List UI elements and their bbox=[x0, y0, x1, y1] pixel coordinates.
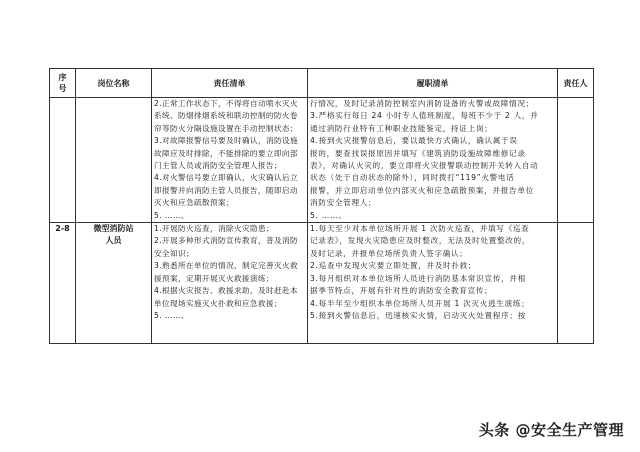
table-header-row bbox=[50, 69, 594, 98]
position-name: 微型消防站 人员 bbox=[76, 223, 152, 344]
cell-line: 安全知识； bbox=[154, 248, 194, 258]
cell-line: 2.正常工作状态下，不得将自动喷水灭火 bbox=[154, 99, 298, 108]
cell-line: 5.接到火警信息后，迅速核实火情，启动灭火处置程序；按 bbox=[310, 310, 526, 320]
cell-line: 援预案，定期开展灭火救援演练； bbox=[154, 273, 274, 283]
cell-line: 系统、防烟排烟系统和联动控制的防火卷 bbox=[154, 111, 298, 121]
cell-line: 3.熟悉所在单位的情况，制定完善灭火救 bbox=[154, 261, 298, 271]
cell-line: 4.根据火灾报告、救援求助，及时赶赴本 bbox=[154, 286, 298, 296]
header-no-text: 序 号 bbox=[58, 73, 67, 93]
cell-line: 及时记录，并报单位场所负责人签字确认； bbox=[310, 248, 468, 258]
cell-line: 表》，对确认火灾的，要立即将火灾报警联动控制开关转入自动 bbox=[310, 161, 539, 171]
cell-line: 消防安全管理人； bbox=[310, 198, 377, 208]
header-position: 岗位名称 bbox=[76, 69, 152, 98]
cell-line: 2.巡查中发现火灾要立即处置，并及时扑救； bbox=[310, 261, 477, 271]
header-no bbox=[50, 69, 76, 98]
cell-line: 4.每半年至少组织本单位场所人员开展 1 次灭火逃生演练； bbox=[310, 298, 530, 308]
cell-line: 4.接到火灾报警信息后，要以最快方式确认，确认属于误 bbox=[310, 136, 518, 146]
cell-line: 3.每月组织对本单位场所人员进行消防基本常识宣传，并根 bbox=[310, 273, 526, 283]
cell-line: 据季节特点，开展有针对性的消防安全教育宣传； bbox=[310, 286, 493, 296]
cell-line: 行情况，及时记录消防控制室内消防设备的火警或故障情况； bbox=[310, 99, 534, 108]
cell-line: 3.对故障报警信号要及时确认，消防设施 bbox=[154, 136, 298, 146]
performance-list bbox=[308, 223, 558, 344]
responsibility-list bbox=[152, 98, 308, 223]
cell-line: 1.开展防火巡查，消除火灾隐患； bbox=[154, 224, 274, 234]
table-row bbox=[50, 98, 594, 223]
duty-table bbox=[49, 68, 594, 344]
table-row bbox=[50, 223, 594, 344]
cell-line: 5. ……。 bbox=[310, 210, 347, 220]
cell-line: 帘等防火分隔设施设置在手动控制状态； bbox=[154, 123, 298, 133]
cell-line: 报的，要查找误报原因并填写《建筑消防设施故障维修记录 bbox=[310, 148, 526, 158]
header-responsibilities: 责任清单 bbox=[152, 69, 308, 98]
cell-line: 记录表》，发现火灾隐患应及时整改，无法及时处置整改的， bbox=[310, 236, 531, 246]
cell-line: 状态（处于自动状态的除外），同时拨打“119”火警电话 bbox=[310, 173, 515, 183]
responsible-person-cell bbox=[558, 98, 594, 223]
position-name bbox=[76, 98, 152, 223]
row-number: 2-8 bbox=[50, 223, 76, 344]
cell-line: 3.严格实行每日 24 小时专人值班制度，每班不少于 2 人，并 bbox=[310, 111, 539, 121]
cell-line: 1.每天至少对本单位场所开展 1 次防火巡查，并填写《巡查 bbox=[310, 224, 530, 234]
cell-line: 报警，并立即启动单位内部灭火和应急疏散预案，并报告单位 bbox=[310, 185, 534, 195]
row-number bbox=[50, 98, 76, 223]
performance-list bbox=[308, 98, 558, 223]
cell-line: 5. ……。 bbox=[154, 210, 189, 220]
cell-line: 2.开展多种形式消防宣传教育，普及消防 bbox=[154, 236, 298, 246]
cell-line: 5. ……。 bbox=[154, 310, 189, 320]
header-responsible-person: 责任人 bbox=[558, 69, 594, 98]
responsible-person-cell bbox=[558, 223, 594, 344]
cell-line: 通过消防行业特有工种职业技能鉴定，持证上岗； bbox=[310, 123, 493, 133]
watermark-text: 头条 @安全生产管理 bbox=[478, 421, 624, 439]
cell-line: 灭火和应急疏散预案； bbox=[154, 198, 234, 208]
cell-line: 即报警并向消防主管人员报告，随即启动 bbox=[154, 185, 298, 195]
cell-line: 门主管人员或消防安全管理人报告； bbox=[154, 161, 282, 171]
responsibility-list bbox=[152, 223, 308, 344]
cell-line: 单位现场实施灭火扑救和应急救援； bbox=[154, 298, 282, 308]
cell-line: 故障应及时排除，不能排除的要立即向部 bbox=[154, 148, 298, 158]
cell-line: 4.对火警信号要立即确认，火灾确认后立 bbox=[154, 173, 298, 183]
header-performance: 履职清单 bbox=[308, 69, 558, 98]
